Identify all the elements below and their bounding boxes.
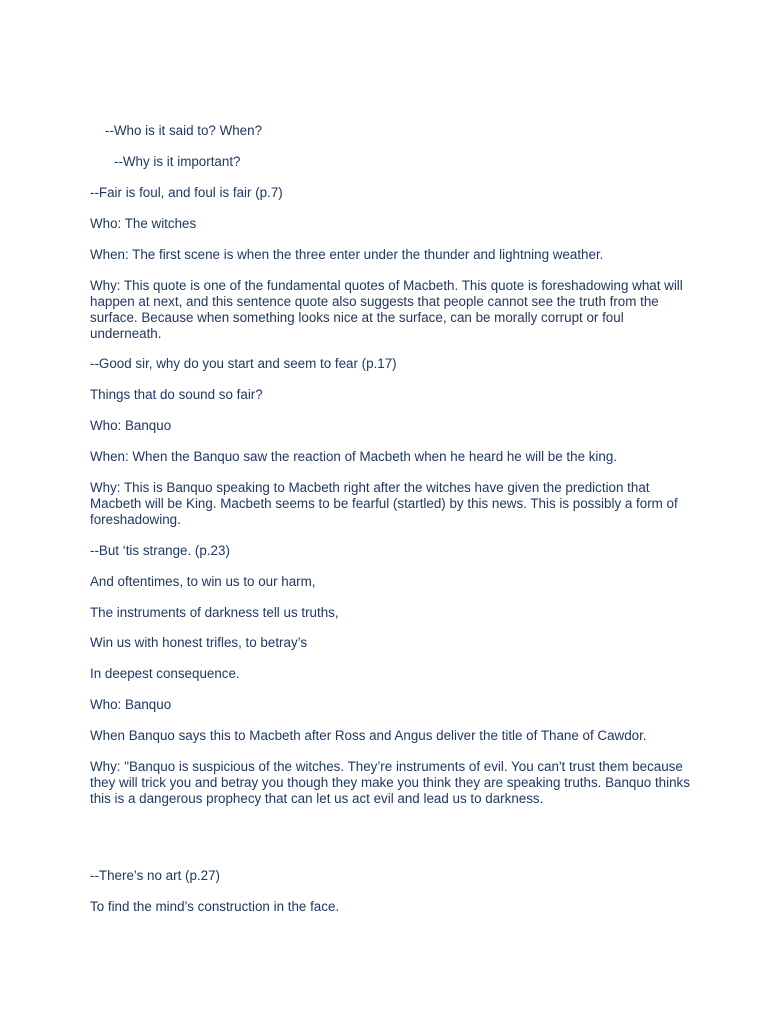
why-3: Why: "Banquo is suspicious of the witches. They’re instruments of evil. You can't trust them because they will trick you and betray you though they make you think they are speaking truths. Banquo thinks this is a dangerous prophecy that can let us act evil and lead us to darkness. (90, 759, 690, 806)
quote-heading-2: --Good sir, why do you start and seem to fear (p.17) (90, 356, 397, 371)
when-2: When: When the Banquo saw the reaction of Macbeth when he heard he will be the king. (90, 449, 618, 464)
quote-line-3c: Win us with honest trifles, to betray’s (90, 635, 308, 650)
why-2: Why: This is Banquo speaking to Macbeth right after the witches have given the prediction that Macbeth will be King. Macbeth seems to be fearful (startled) by this news. This is possibly a form of foreshadowing. (90, 480, 678, 527)
who-2: Who: Banquo (90, 418, 172, 433)
why-1: Why: This quote is one of the fundamental quotes of Macbeth. This quote is foreshadowing what will happen at next, and this sentence quote also suggests that people cannot see the truth from the surface. Because when something looks nice at the surface, can be morally corrupt or foul underneath. (90, 278, 683, 341)
who-1: Who: The witches (90, 216, 197, 231)
quote-heading-3: --But ‘tis strange. (p.23) (90, 543, 230, 558)
prompt-why-important: --Why is it important? (114, 154, 241, 169)
quote-line-3d: In deepest consequence. (90, 666, 240, 681)
quote-line-3a: And oftentimes, to win us to our harm, (90, 574, 316, 589)
quote-heading-1: --Fair is foul, and foul is fair (p.7) (90, 185, 283, 200)
who-3: Who: Banquo (90, 697, 172, 712)
when-1: When: The first scene is when the three enter under the thunder and lightning weather. (90, 247, 604, 262)
quote-line-2: Things that do sound so fair? (90, 387, 263, 402)
quote-line-3b: The instruments of darkness tell us truths, (90, 605, 339, 620)
prompt-who-when: --Who is it said to? When? (105, 123, 263, 138)
quote-line-4: To find the mind’s construction in the face. (90, 899, 340, 914)
quote-heading-4: --There’s no art (p.27) (90, 868, 220, 883)
when-3: When Banquo says this to Macbeth after Ross and Angus deliver the title of Thane of Cawdor. (90, 728, 647, 743)
